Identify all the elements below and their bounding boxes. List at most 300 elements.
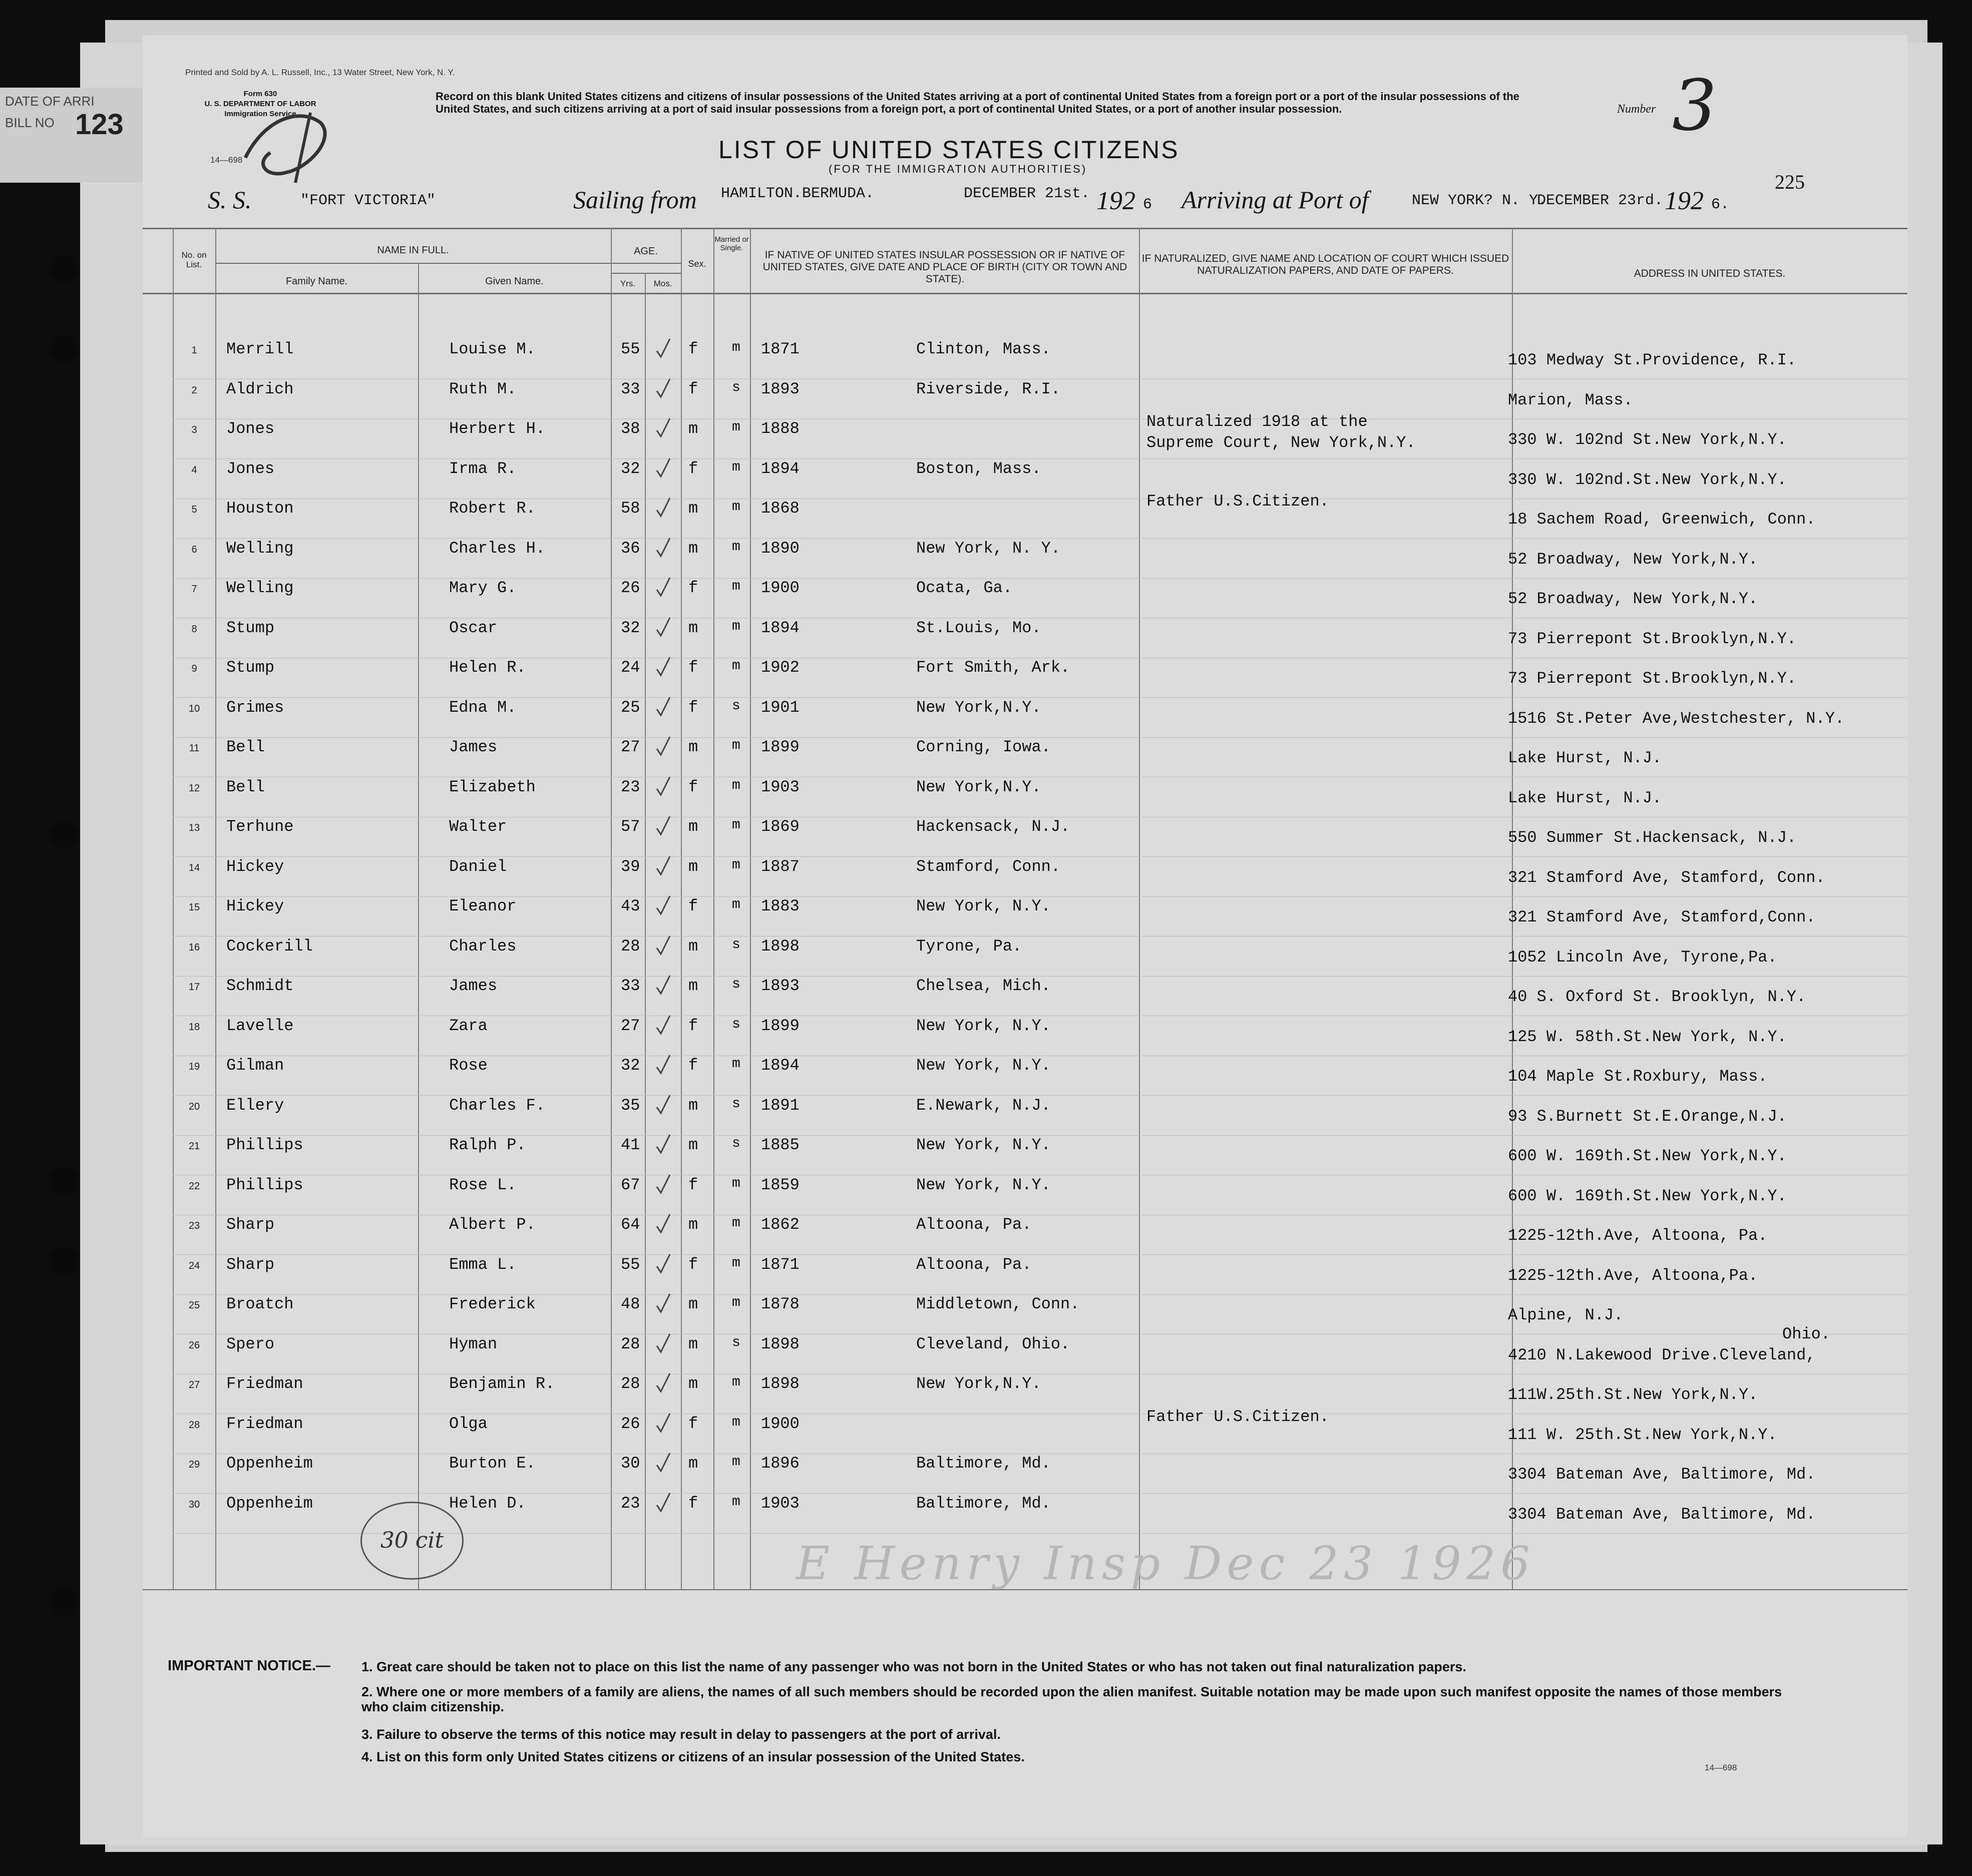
family-name: Stump: [226, 619, 275, 637]
line-number: 17: [188, 982, 200, 993]
given-name: Edna M.: [449, 698, 517, 717]
birth-place: Chelsea, Mich.: [916, 977, 1051, 995]
birth-place: St.Louis, Mo.: [916, 619, 1041, 637]
arriving-label: Arriving at Port of: [1181, 186, 1369, 214]
marital-status: m: [732, 1176, 740, 1191]
birth-place: Riverside, R.I.: [916, 380, 1061, 398]
department: U. S. DEPARTMENT OF LABOR: [204, 100, 316, 108]
birth-place: New York, N. Y.: [916, 539, 1061, 558]
address: 330 W. 102nd St.New York,N.Y.: [1508, 430, 1787, 449]
birth-place: Boston, Mass.: [916, 459, 1041, 478]
check-mark-icon: [656, 497, 671, 518]
marital-status: m: [732, 1415, 740, 1430]
family-name: Terhune: [226, 817, 294, 836]
given-name: Mary G.: [449, 579, 517, 597]
birth-place: Fort Smith, Ark.: [916, 658, 1070, 677]
rule: [1139, 228, 1140, 1589]
age-years: 55: [621, 1255, 640, 1274]
family-name: Merrill: [226, 340, 294, 358]
line-number: 18: [188, 1022, 200, 1033]
age-years: 28: [621, 1374, 640, 1393]
marital-status: m: [732, 1056, 740, 1072]
address: 600 W. 169th.St.New York,N.Y.: [1508, 1147, 1787, 1165]
printer-line: Printed and Sold by A. L. Russell, Inc., 13 Water Street, New York, N. Y.: [185, 68, 455, 77]
given-name: Rose L.: [449, 1176, 517, 1194]
age-years: 32: [621, 459, 640, 478]
marital-status: m: [732, 1494, 740, 1510]
address: 18 Sachem Road, Greenwich, Conn.: [1508, 510, 1816, 529]
birth-year: 1893: [761, 380, 800, 398]
notice-item-4: 4. List on this form only United States citizens or citizens of an insular possession of the United States.: [361, 1749, 1025, 1764]
family-name: Oppenheim: [226, 1494, 313, 1513]
sex: m: [688, 619, 698, 637]
sex: m: [688, 539, 698, 558]
rule: [713, 228, 714, 1589]
sex: m: [688, 738, 698, 756]
address: 3304 Bateman Ave, Baltimore, Md.: [1508, 1505, 1816, 1524]
inspector-signature: E Henry Insp Dec 23 1926: [796, 1537, 1535, 1590]
age-years: 26: [621, 1415, 640, 1433]
address: 3304 Bateman Ave, Baltimore, Md.: [1508, 1465, 1816, 1484]
address: 52 Broadway, New York,N.Y.: [1508, 550, 1758, 569]
line-number: 20: [188, 1101, 200, 1112]
line-number: 25: [188, 1300, 200, 1311]
line-number: 1: [191, 345, 197, 356]
marital-status: s: [732, 1017, 740, 1032]
birth-year: 1896: [761, 1454, 800, 1473]
sailing-label: Sailing from: [573, 186, 697, 214]
sex: f: [688, 658, 698, 677]
line-number: 27: [188, 1379, 200, 1390]
sex: m: [688, 937, 698, 956]
sex: m: [688, 499, 698, 518]
family-name: Bell: [226, 738, 265, 756]
sex: f: [688, 1415, 698, 1433]
given-name: Herbert H.: [449, 419, 546, 438]
marital-status: m: [732, 579, 740, 594]
birth-place: Altoona, Pa.: [916, 1255, 1032, 1274]
line-number: 8: [191, 624, 197, 635]
marital-status: m: [732, 499, 740, 515]
check-mark-icon: [656, 1015, 671, 1036]
family-name: Cockerill: [226, 937, 313, 956]
given-name: Daniel: [449, 857, 507, 876]
line-number: 6: [191, 544, 197, 555]
age-years: 23: [621, 1494, 640, 1513]
check-mark-icon: [656, 537, 671, 558]
sex: f: [688, 459, 698, 478]
row-rule: [173, 856, 1907, 857]
birth-place: New York,N.Y.: [916, 698, 1041, 717]
notice-heading: IMPORTANT NOTICE.—: [168, 1658, 330, 1674]
sex: m: [688, 1295, 698, 1313]
arrival-year-prefix: 192: [1665, 187, 1704, 215]
naturalization-note: Father U.S.Citizen.: [1146, 492, 1329, 511]
family-name: Phillips: [226, 1136, 303, 1154]
birth-year: 1887: [761, 857, 800, 876]
birth-year: 1894: [761, 619, 800, 637]
row-rule: [173, 1095, 1907, 1096]
check-mark-icon: [656, 776, 671, 797]
age-years: 58: [621, 499, 640, 518]
sex: f: [688, 698, 698, 717]
address: 93 S.Burnett St.E.Orange,N.J.: [1508, 1107, 1787, 1126]
given-name: Charles H.: [449, 539, 546, 558]
age-years: 67: [621, 1176, 640, 1194]
line-number: 14: [188, 862, 200, 873]
birth-place: Corning, Iowa.: [916, 738, 1051, 756]
address: 600 W. 169th.St.New York,N.Y.: [1508, 1187, 1787, 1205]
marital-status: m: [732, 619, 740, 634]
given-name: Charles: [449, 937, 517, 956]
birth-place: New York,N.Y.: [916, 778, 1041, 796]
birth-year: 1891: [761, 1096, 800, 1115]
address: 52 Broadway, New York,N.Y.: [1508, 590, 1758, 608]
check-mark-icon: [656, 815, 671, 836]
age-years: 27: [621, 1017, 640, 1035]
given-name: Robert R.: [449, 499, 536, 518]
rule: [215, 228, 216, 1589]
line-number: 4: [191, 464, 197, 476]
birth-place: New York, N.Y.: [916, 897, 1051, 915]
birth-place: Hackensack, N.J.: [916, 817, 1070, 836]
birth-year: 1902: [761, 658, 800, 677]
check-mark-icon: [656, 1134, 671, 1155]
line-number: 9: [191, 663, 197, 674]
family-name: Aldrich: [226, 380, 294, 398]
given-name: Frederick: [449, 1295, 536, 1313]
punch-hole-icon: [50, 1166, 78, 1194]
age-years: 27: [621, 738, 640, 756]
check-mark-icon: [656, 1372, 671, 1393]
given-name: Benjamin R.: [449, 1374, 555, 1393]
instructions: Record on this blank United States citizens and citizens of insular possessions of the United States arriving at a port of continental United States from a foreign port or a port of the insular possessions of the United States, and such citizens arriving at a port of said insular possessions from a foreign port, a port of continental United States, or a port of another insular possession.: [436, 90, 1519, 115]
rule: [645, 273, 646, 1589]
left-tab-number: 123: [75, 108, 124, 141]
given-name: Ralph P.: [449, 1136, 526, 1154]
age-years: 25: [621, 698, 640, 717]
birth-place: Stamford, Conn.: [916, 857, 1061, 876]
row-rule: [173, 578, 1907, 579]
given-name: Zara: [449, 1017, 488, 1035]
sex: m: [688, 1335, 698, 1353]
given-name: Rose: [449, 1056, 488, 1075]
line-number: 28: [188, 1420, 200, 1431]
line-number: 30: [188, 1499, 200, 1510]
birth-year: 1900: [761, 1415, 800, 1433]
left-tab-line1: DATE OF ARRI: [5, 94, 95, 109]
marital-status: s: [732, 1096, 740, 1112]
left-tab-line2: BILL NO: [5, 115, 55, 130]
page-title: LIST OF UNITED STATES CITIZENS: [718, 136, 1179, 164]
check-mark-icon: [656, 696, 671, 717]
check-mark-icon: [656, 1333, 671, 1354]
sex: m: [688, 419, 698, 438]
check-mark-icon: [656, 975, 671, 996]
check-mark-icon: [656, 417, 671, 438]
line-number: 29: [188, 1459, 200, 1470]
address: Marion, Mass.: [1508, 391, 1633, 409]
punch-hole-icon: [50, 1246, 78, 1274]
marital-status: m: [732, 1454, 740, 1470]
check-mark-icon: [656, 1094, 671, 1115]
ss-label: S. S.: [208, 186, 252, 214]
check-mark-icon: [656, 378, 671, 399]
line-number: 11: [189, 743, 200, 754]
given-name: Louise M.: [449, 340, 536, 358]
age-years: 28: [621, 1335, 640, 1353]
page-number: 225: [1775, 171, 1805, 193]
sex: m: [688, 977, 698, 995]
address: 4210 N.Lakewood Drive.Cleveland,: [1508, 1346, 1816, 1364]
sex: f: [688, 579, 698, 597]
line-number: 15: [188, 902, 200, 913]
birth-place: New York, N.Y.: [916, 1176, 1051, 1194]
handwritten-mark-icon: [235, 98, 345, 188]
marital-status: m: [732, 738, 740, 753]
given-name: James: [449, 738, 498, 756]
birth-year: 1894: [761, 459, 800, 478]
age-years: 30: [621, 1454, 640, 1473]
line-number: 7: [191, 584, 197, 595]
marital-status: s: [732, 977, 740, 992]
row-rule: [173, 697, 1907, 698]
col-birth: IF NATIVE OF UNITED STATES INSULAR POSSESSION OR IF NATIVE OF UNITED STATES, GIVE DATE AND PLACE OF BIRTH (CITY OR TOWN AND STATE).: [762, 249, 1127, 285]
given-name: Ruth M.: [449, 380, 517, 398]
line-number: 24: [188, 1260, 200, 1271]
rule: [611, 228, 612, 1589]
address: 321 Stamford Ave, Stamford,Conn.: [1508, 908, 1816, 926]
punch-hole-icon: [50, 255, 78, 283]
col-name-in-full: NAME IN FULL.: [377, 245, 449, 256]
birth-place: Tyrone, Pa.: [916, 937, 1022, 956]
sex: f: [688, 340, 698, 358]
given-name: Irma R.: [449, 459, 517, 478]
number-value: 3: [1672, 65, 1717, 147]
birth-year: 1900: [761, 579, 800, 597]
address: 104 Maple St.Roxbury, Mass.: [1508, 1067, 1768, 1086]
form-code: 14—698: [210, 155, 243, 165]
birth-year: 1859: [761, 1176, 800, 1194]
line-number: 16: [188, 942, 200, 953]
col-sex: Sex.: [688, 259, 706, 269]
line-number: 19: [188, 1061, 200, 1072]
birth-year: 1898: [761, 1374, 800, 1393]
family-name: Friedman: [226, 1415, 303, 1433]
marital-status: m: [732, 1374, 740, 1390]
marital-status: m: [732, 419, 740, 435]
given-name: Olga: [449, 1415, 488, 1433]
address: 1052 Lincoln Ave, Tyrone,Pa.: [1508, 948, 1777, 967]
marital-status: m: [732, 817, 740, 833]
sex: m: [688, 817, 698, 836]
sex: f: [688, 1255, 698, 1274]
marital-status: s: [732, 937, 740, 953]
row-rule: [173, 458, 1907, 459]
page-subtitle: (FOR THE IMMIGRATION AUTHORITIES): [829, 163, 1087, 175]
sex: f: [688, 1494, 698, 1513]
birth-year: 1890: [761, 539, 800, 558]
given-name: Charles F.: [449, 1096, 546, 1115]
marital-status: m: [732, 539, 740, 555]
birth-place: Ocata, Ga.: [916, 579, 1013, 597]
age-years: 55: [621, 340, 640, 358]
birth-year: 1901: [761, 698, 800, 717]
col-naturalized: IF NATURALIZED, GIVE NAME AND LOCATION OF COURT WHICH ISSUED NATURALIZATION PAPERS, AND DATE OF PAPERS.: [1141, 253, 1509, 276]
birth-year: 1885: [761, 1136, 800, 1154]
age-years: 57: [621, 817, 640, 836]
check-mark-icon: [656, 1213, 671, 1234]
check-mark-icon: [656, 617, 671, 638]
check-mark-icon: [656, 1054, 671, 1075]
age-years: 39: [621, 857, 640, 876]
check-mark-icon: [656, 1174, 671, 1195]
sailing-year-digit: 6: [1143, 196, 1152, 213]
rule: [143, 228, 1907, 229]
notice-item-1: 1. Great care should be taken not to place on this list the name of any passenger who was not born in the United States or who has not taken out final naturalization papers.: [361, 1659, 1466, 1674]
marital-status: m: [732, 778, 740, 793]
family-name: Lavelle: [226, 1017, 294, 1035]
address: 125 W. 58th.St.New York, N.Y.: [1508, 1028, 1787, 1046]
notice-item-2: 2. Where one or more members of a family are aliens, the names of all such members should be recorded upon the alien manifest. Suitable notation may be made upon such manifest opposite the names of those members who claim citizenship.: [361, 1684, 1782, 1714]
row-rule: [173, 1493, 1907, 1494]
address: 73 Pierrepont St.Brooklyn,N.Y.: [1508, 669, 1797, 688]
family-name: Welling: [226, 539, 294, 558]
birth-year: 1869: [761, 817, 800, 836]
age-years: 38: [621, 419, 640, 438]
marital-status: s: [732, 1335, 740, 1350]
col-address: ADDRESS IN UNITED STATES.: [1634, 268, 1786, 279]
line-number: 10: [188, 703, 200, 714]
sex: f: [688, 1017, 698, 1035]
rule: [418, 263, 419, 1589]
family-name: Sharp: [226, 1255, 275, 1274]
birth-year: 1894: [761, 1056, 800, 1075]
address: Lake Hurst, N.J.: [1508, 749, 1662, 767]
naturalization-note: Father U.S.Citizen.: [1146, 1408, 1329, 1426]
birth-year: 1878: [761, 1295, 800, 1313]
given-name: Albert P.: [449, 1215, 536, 1234]
family-name: Bell: [226, 778, 265, 796]
check-mark-icon: [656, 656, 671, 677]
sex: m: [688, 857, 698, 876]
sailing-year-prefix: 192: [1096, 187, 1135, 215]
family-name: Phillips: [226, 1176, 303, 1194]
birth-place: Baltimore, Md.: [916, 1454, 1051, 1473]
age-years: 32: [621, 619, 640, 637]
family-name: Oppenheim: [226, 1454, 313, 1473]
given-name: Burton E.: [449, 1454, 536, 1473]
given-name: Emma L.: [449, 1255, 517, 1274]
marital-status: m: [732, 658, 740, 674]
address: 1225-12th.Ave, Altoona, Pa.: [1508, 1226, 1768, 1245]
marital-status: m: [732, 897, 740, 912]
marital-status: m: [732, 857, 740, 873]
naturalization-note-2: Supreme Court, New York,N.Y.: [1146, 433, 1416, 452]
birth-place: Clinton, Mass.: [916, 340, 1051, 358]
birth-place: E.Newark, N.J.: [916, 1096, 1051, 1115]
check-mark-icon: [656, 1492, 671, 1513]
marital-status: m: [732, 459, 740, 475]
age-years: 33: [621, 380, 640, 398]
check-mark-icon: [656, 338, 671, 359]
birth-place: Altoona, Pa.: [916, 1215, 1032, 1234]
given-name: Eleanor: [449, 897, 517, 915]
col-mos: Mos.: [653, 279, 672, 288]
marital-status: m: [732, 1215, 740, 1231]
family-name: Stump: [226, 658, 275, 677]
family-name: Hickey: [226, 897, 284, 915]
given-name: Oscar: [449, 619, 498, 637]
birth-year: 1903: [761, 1494, 800, 1513]
line-number: 5: [191, 504, 197, 515]
col-married-single: Married or Single.: [714, 235, 749, 252]
naturalization-note: Naturalized 1918 at the: [1146, 412, 1368, 431]
given-name: Helen R.: [449, 658, 526, 677]
age-years: 64: [621, 1215, 640, 1234]
family-name: Houston: [226, 499, 294, 518]
sex: f: [688, 1176, 698, 1194]
sex: m: [688, 1096, 698, 1115]
row-rule: [173, 538, 1907, 539]
address: 330 W. 102nd.St.New York,N.Y.: [1508, 471, 1787, 489]
address: 73 Pierrepont St.Brooklyn,N.Y.: [1508, 630, 1797, 648]
address: 1225-12th.Ave, Altoona,Pa.: [1508, 1266, 1758, 1285]
form-number: Form 630: [243, 90, 277, 98]
birth-place: Baltimore, Md.: [916, 1494, 1051, 1513]
birth-place: New York, N.Y.: [916, 1136, 1051, 1154]
sex: f: [688, 778, 698, 796]
age-years: 36: [621, 539, 640, 558]
rule: [611, 273, 681, 274]
col-no: No. on List.: [181, 250, 207, 269]
birth-year: 1898: [761, 937, 800, 956]
age-years: 43: [621, 897, 640, 915]
address: 111W.25th.St.New York,N.Y.: [1508, 1385, 1758, 1404]
family-name: Sharp: [226, 1215, 275, 1234]
check-mark-icon: [656, 736, 671, 757]
sex: f: [688, 897, 698, 915]
birth-year: 1888: [761, 419, 800, 438]
sex: f: [688, 380, 698, 398]
ship-name: "FORT VICTORIA": [300, 192, 436, 209]
birth-place: Cleveland, Ohio.: [916, 1335, 1070, 1353]
col-age: AGE.: [634, 246, 658, 257]
marital-status: m: [732, 340, 740, 355]
family-name: Welling: [226, 579, 294, 597]
marital-status: s: [732, 1136, 740, 1151]
sex: m: [688, 1374, 698, 1393]
age-years: 24: [621, 658, 640, 677]
address: 40 S. Oxford St. Brooklyn, N.Y.: [1508, 988, 1806, 1006]
sailing-from: HAMILTON.BERMUDA.: [721, 185, 875, 202]
sailing-date: DECEMBER 21st.: [964, 185, 1090, 202]
birth-place: Middletown, Conn.: [916, 1295, 1080, 1313]
count-stamp: 30 cit: [360, 1502, 464, 1580]
line-number: 21: [188, 1141, 200, 1152]
family-name: Broatch: [226, 1295, 294, 1313]
address: 111 W. 25th.St.New York,N.Y.: [1508, 1426, 1777, 1444]
family-name: Friedman: [226, 1374, 303, 1393]
marital-status: s: [732, 698, 740, 714]
address: 550 Summer St.Hackensack, N.J.: [1508, 828, 1797, 847]
left-tab: [0, 88, 145, 183]
age-years: 48: [621, 1295, 640, 1313]
age-years: 33: [621, 977, 640, 995]
line-number: 26: [188, 1340, 200, 1351]
check-mark-icon: [656, 855, 671, 876]
check-mark-icon: [656, 895, 671, 916]
